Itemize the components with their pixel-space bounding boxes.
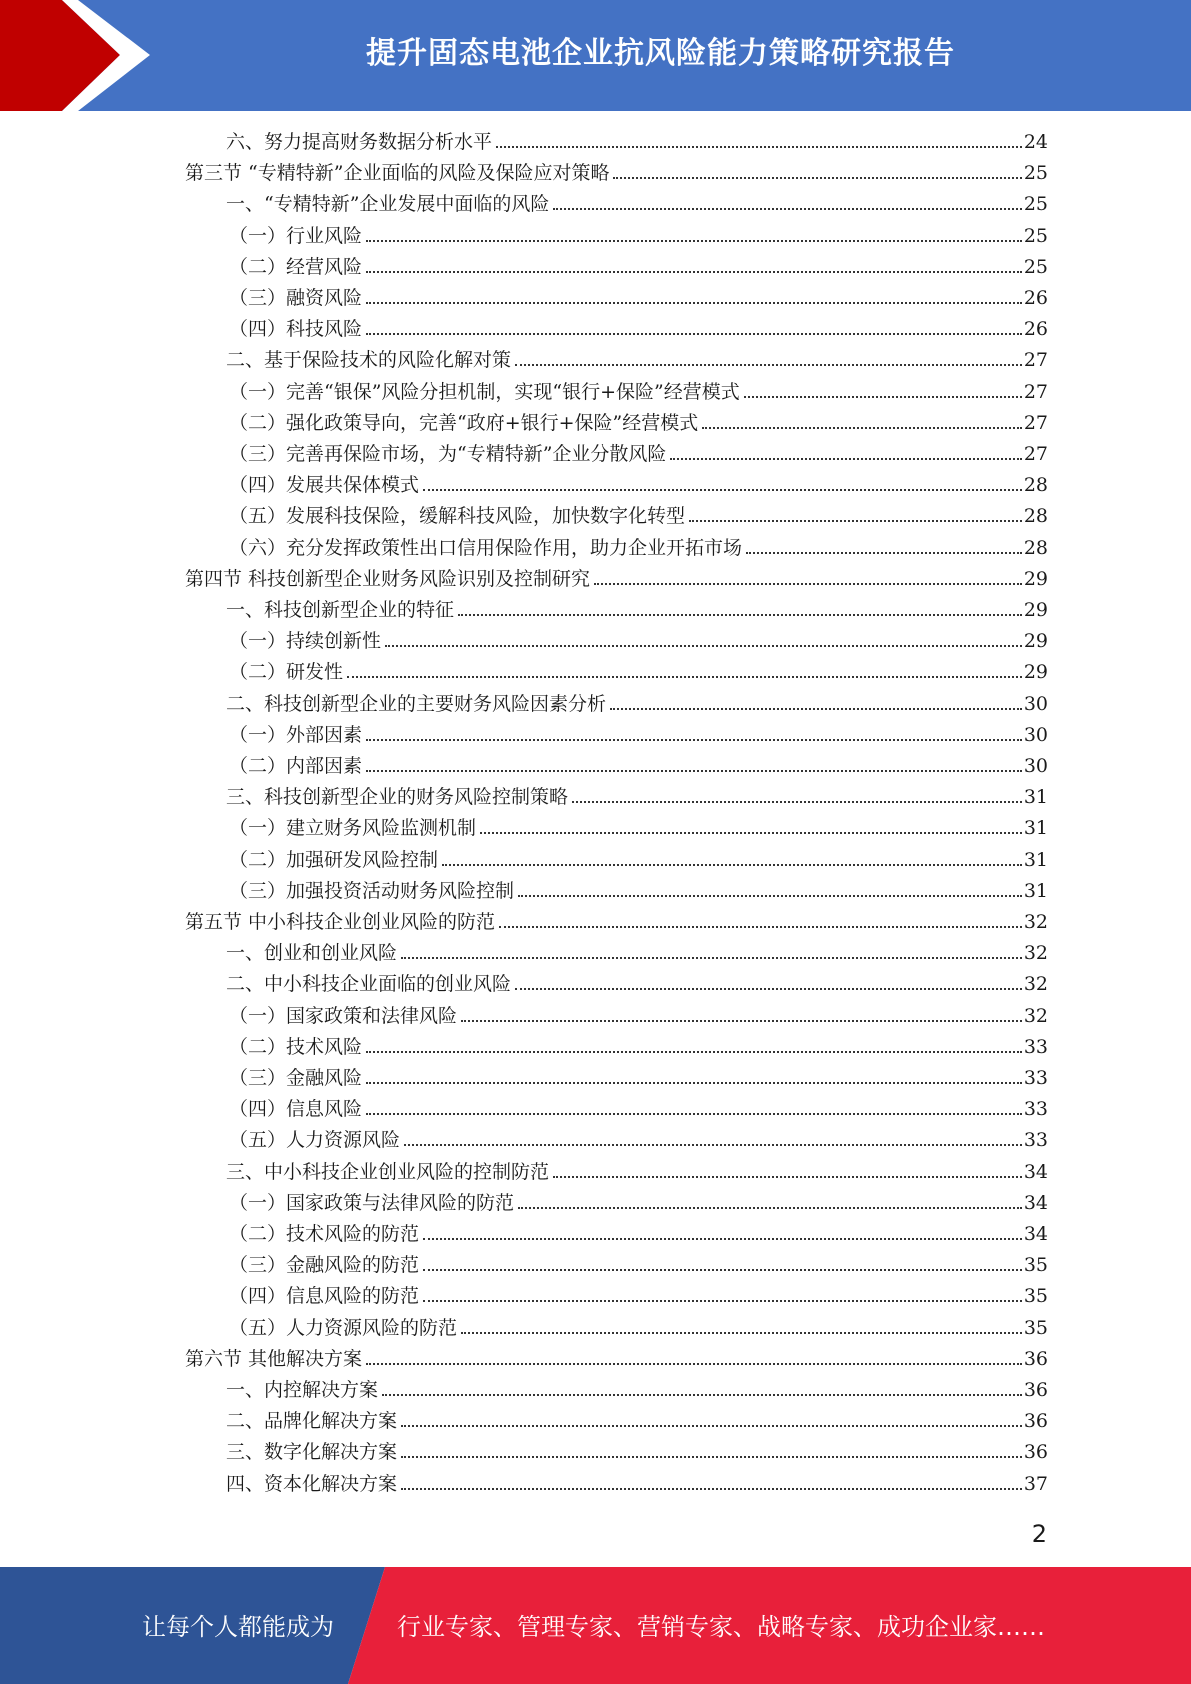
toc-entry[interactable] [229, 720, 1048, 751]
toc-dot-leader [480, 831, 1022, 834]
toc-dot-leader [401, 1424, 1022, 1427]
toc-entry-label: （二）技术风险 [229, 1035, 363, 1058]
toc-dot-leader [610, 707, 1022, 710]
toc-dot-leader [515, 363, 1022, 366]
toc-entry[interactable] [229, 377, 1048, 408]
toc-dot-leader [382, 1393, 1022, 1396]
page-number: 2 [1031, 1520, 1047, 1548]
toc-entry-label: （一）建立财务风险监测机制 [229, 817, 477, 840]
toc-entry[interactable] [229, 533, 1048, 564]
chevron-arrow-icon [0, 0, 160, 111]
toc-entry[interactable] [229, 1188, 1048, 1219]
toc-entry-page: 33 [1023, 1067, 1048, 1089]
footer-banner [0, 1567, 1191, 1684]
toc-entry[interactable] [226, 1469, 1048, 1500]
toc-entry[interactable] [229, 501, 1048, 532]
toc-dot-leader [461, 1019, 1022, 1022]
toc-entry-page: 34 [1023, 1191, 1048, 1214]
toc-dot-leader [689, 519, 1022, 522]
toc-dot-leader [594, 582, 1022, 585]
toc-entry-label: （二）强化政策导向，完善“政府+银行+保险”经营模式 [229, 411, 699, 434]
toc-entry[interactable] [229, 1125, 1048, 1156]
toc-entry-page: 30 [1023, 755, 1048, 777]
toc-entry[interactable] [229, 626, 1048, 657]
toc-dot-leader [401, 956, 1022, 959]
toc-entry[interactable] [229, 252, 1048, 283]
toc-dot-leader [347, 675, 1022, 678]
toc-entry-label: 第三节 “专精特新”企业面临的风险及保险应对策略 [185, 162, 610, 185]
toc-entry-label: （一）持续创新性 [229, 630, 382, 653]
toc-entry[interactable] [226, 969, 1048, 1000]
toc-entry-page: 31 [1023, 879, 1048, 902]
toc-entry-page: 35 [1023, 1254, 1048, 1277]
toc-entry-page: 27 [1023, 411, 1048, 434]
toc-entry-label: （二）加强研发风险控制 [229, 848, 439, 871]
toc-entry-label: 三、中小科技企业创业风险的控制防范 [226, 1160, 550, 1183]
toc-dot-leader [572, 800, 1022, 803]
toc-entry[interactable] [185, 1344, 1048, 1375]
toc-entry-label: 一、“专精特新”企业发展中面临的风险 [226, 193, 550, 216]
toc-entry[interactable] [226, 938, 1048, 969]
toc-entry-label: （五）人力资源风险 [229, 1129, 401, 1152]
toc-entry[interactable] [229, 408, 1048, 439]
toc-entry[interactable] [229, 1250, 1048, 1281]
toc-entry[interactable] [226, 595, 1048, 626]
toc-entry[interactable] [229, 1063, 1048, 1094]
toc-dot-leader [458, 613, 1022, 616]
toc-entry[interactable] [229, 657, 1048, 688]
toc-entry[interactable] [229, 813, 1048, 844]
toc-dot-leader [423, 1237, 1022, 1240]
toc-entry-page: 36 [1023, 1410, 1048, 1433]
toc-entry-label: 六、努力提高财务数据分析水平 [226, 131, 493, 153]
toc-entry-label: 一、内控解决方案 [226, 1379, 379, 1401]
toc-entry-page: 25 [1023, 255, 1048, 278]
toc-dot-leader [366, 1050, 1022, 1053]
toc-entry-page: 32 [1023, 911, 1048, 933]
toc-dot-leader [553, 207, 1021, 210]
toc-entry[interactable] [229, 314, 1048, 345]
toc-entry-page: 36 [1023, 1347, 1048, 1370]
toc-dot-leader [366, 270, 1022, 273]
toc-dot-leader [613, 176, 1021, 179]
toc-entry[interactable] [185, 564, 1048, 595]
toc-entry-label: （二）内部因素 [229, 755, 363, 777]
toc-dot-leader [404, 1143, 1022, 1146]
toc-entry-page: 32 [1023, 973, 1048, 996]
toc-entry[interactable] [229, 1313, 1048, 1344]
toc-entry[interactable] [229, 876, 1048, 907]
toc-entry-label: （二）技术风险的防范 [229, 1223, 420, 1245]
toc-entry-label: （四）发展共保体模式 [229, 474, 420, 497]
toc-dot-leader [366, 1081, 1022, 1084]
toc-dot-leader [366, 738, 1022, 741]
toc-entry-page: 25 [1023, 224, 1048, 247]
toc-dot-leader [366, 332, 1022, 335]
toc-entry-label: 四、资本化解决方案 [226, 1472, 398, 1495]
toc-entry-page: 33 [1023, 1129, 1048, 1152]
toc-entry-label: 一、科技创新型企业的特征 [226, 599, 455, 621]
toc-dot-leader [496, 145, 1022, 148]
toc-entry-page: 27 [1023, 380, 1048, 403]
footer-slogan-left: 让每个人都能成为 [142, 1613, 334, 1641]
toc-entry[interactable] [229, 1032, 1048, 1063]
toc-entry[interactable] [226, 189, 1048, 220]
toc-entry-label: 二、科技创新型企业的主要财务风险因素分析 [226, 692, 607, 715]
document-title: 提升固态电池企业抗风险能力策略研究报告 [366, 36, 955, 71]
toc-entry-page: 29 [1023, 599, 1048, 621]
toc-entry-page: 28 [1023, 505, 1048, 528]
toc-entry-page: 25 [1023, 162, 1048, 185]
toc-entry[interactable] [229, 1001, 1048, 1032]
toc-entry-page: 30 [1023, 723, 1048, 746]
toc-entry[interactable] [229, 283, 1048, 314]
toc-entry-label: （一）外部因素 [229, 723, 363, 746]
toc-entry-page: 26 [1023, 287, 1048, 309]
toc-entry-page: 30 [1023, 692, 1048, 715]
toc-dot-leader [744, 395, 1022, 398]
toc-entry-label: （一）国家政策和法律风险 [229, 1004, 458, 1027]
toc-entry-label: （三）融资风险 [229, 287, 363, 309]
toc-entry-label: 二、基于保险技术的风险化解对策 [226, 349, 512, 372]
toc-entry-page: 37 [1023, 1472, 1048, 1495]
toc-dot-leader [553, 1175, 1022, 1178]
toc-entry-page: 28 [1023, 536, 1048, 559]
toc-dot-leader [461, 1331, 1022, 1334]
toc-entry-label: （三）加强投资活动财务风险控制 [229, 879, 515, 902]
toc-entry-page: 24 [1023, 131, 1048, 153]
toc-entry-page: 33 [1023, 1035, 1048, 1058]
toc-entry-page: 31 [1023, 786, 1048, 809]
toc-entry-page: 32 [1023, 1004, 1048, 1027]
toc-entry[interactable] [229, 1281, 1048, 1312]
toc-dot-leader [702, 426, 1022, 429]
toc-dot-leader [423, 488, 1022, 491]
toc-entry-page: 36 [1023, 1379, 1048, 1401]
toc-dot-leader [366, 769, 1022, 772]
toc-entry-label: （五）发展科技保险，缓解科技风险，加快数字化转型 [229, 505, 686, 528]
toc-entry-page: 31 [1023, 848, 1048, 871]
toc-entry[interactable] [226, 127, 1048, 158]
toc-entry[interactable] [229, 221, 1048, 252]
toc-entry-label: （二）研发性 [229, 661, 344, 684]
toc-entry-page: 25 [1023, 193, 1048, 216]
toc-entry-label: 三、科技创新型企业的财务风险控制策略 [226, 786, 569, 809]
toc-entry[interactable] [185, 907, 1048, 938]
toc-entry[interactable] [229, 470, 1048, 501]
toc-entry[interactable] [229, 1219, 1048, 1250]
toc-entry-label: （三）完善再保险市场，为“专精特新”企业分散风险 [229, 443, 667, 465]
toc-entry-page: 35 [1023, 1285, 1048, 1308]
toc-entry-page: 31 [1023, 817, 1048, 840]
toc-entry[interactable] [226, 1406, 1048, 1437]
toc-entry[interactable] [229, 1094, 1048, 1125]
toc-entry-page: 34 [1023, 1223, 1048, 1245]
toc-entry[interactable] [229, 751, 1048, 782]
toc-entry[interactable] [226, 1375, 1048, 1406]
toc-dot-leader [401, 1455, 1022, 1458]
toc-dot-leader [515, 987, 1022, 990]
toc-entry-label: 第六节 其他解决方案 [185, 1347, 363, 1370]
toc-entry-label: 第五节 中小科技企业创业风险的防范 [185, 911, 496, 933]
toc-entry-label: （一）完善“银保”风险分担机制，实现“银行+保险”经营模式 [229, 380, 740, 403]
toc-entry-label: （五）人力资源风险的防范 [229, 1316, 458, 1339]
toc-dot-leader [746, 551, 1022, 554]
toc-entry-label: （一）行业风险 [229, 224, 363, 247]
toc-entry[interactable] [226, 1437, 1048, 1468]
toc-entry-label: 一、创业和创业风险 [226, 942, 398, 965]
toc-entry-page: 27 [1023, 443, 1048, 465]
toc-dot-leader [670, 457, 1021, 460]
toc-entry-page: 27 [1023, 349, 1048, 372]
toc-dot-leader [366, 1362, 1022, 1365]
toc-entry-label: 二、品牌化解决方案 [226, 1410, 398, 1433]
toc-dot-leader [366, 1112, 1022, 1115]
header-banner [0, 0, 1191, 111]
toc-entry[interactable] [226, 345, 1048, 376]
toc-entry-label: （六）充分发挥政策性出口信用保险作用，助力企业开拓市场 [229, 536, 743, 559]
toc-entry[interactable] [226, 782, 1048, 813]
toc-entry[interactable] [229, 439, 1048, 470]
toc-entry[interactable] [229, 845, 1048, 876]
toc-entry-page: 29 [1023, 567, 1048, 590]
toc-entry-page: 35 [1023, 1316, 1048, 1339]
toc-entry-page: 26 [1023, 318, 1048, 341]
footer-slogan-right: 行业专家、管理专家、营销专家、战略专家、成功企业家…… [397, 1613, 1045, 1641]
toc-dot-leader [401, 1487, 1022, 1490]
toc-entry-label: （四）信息风险 [229, 1098, 363, 1121]
toc-entry-page: 33 [1023, 1098, 1048, 1121]
toc-dot-leader [518, 1206, 1022, 1209]
toc-dot-leader [385, 644, 1022, 647]
toc-dot-leader [499, 925, 1022, 928]
toc-entry-label: （三）金融风险 [229, 1067, 363, 1089]
toc-entry-page: 36 [1023, 1441, 1048, 1464]
toc-dot-leader [442, 863, 1022, 866]
toc-entry-label: （一）国家政策与法律风险的防范 [229, 1191, 515, 1214]
toc-dot-leader [366, 301, 1022, 304]
toc-entry-label: （二）经营风险 [229, 255, 363, 278]
toc-entry-page: 32 [1023, 942, 1048, 965]
toc-entry[interactable] [226, 1157, 1048, 1188]
toc-entry-page: 28 [1023, 474, 1048, 497]
toc-dot-leader [423, 1299, 1022, 1302]
toc-dot-leader [518, 894, 1022, 897]
toc-entry[interactable] [185, 158, 1048, 189]
toc-entry-label: （四）信息风险的防范 [229, 1285, 420, 1308]
toc-entry-page: 34 [1023, 1160, 1048, 1183]
toc-entry-label: （三）金融风险的防范 [229, 1254, 420, 1277]
toc-entry-page: 29 [1023, 661, 1048, 684]
toc-entry-label: 二、中小科技企业面临的创业风险 [226, 973, 512, 996]
toc-entry-page: 29 [1023, 630, 1048, 653]
toc-dot-leader [366, 239, 1022, 242]
toc-entry-label: （四）科技风险 [229, 318, 363, 341]
toc-entry-label: 三、数字化解决方案 [226, 1441, 398, 1464]
toc-entry[interactable] [226, 689, 1048, 720]
toc-entry-label: 第四节 科技创新型企业财务风险识别及控制研究 [185, 567, 591, 590]
toc-dot-leader [423, 1268, 1022, 1271]
